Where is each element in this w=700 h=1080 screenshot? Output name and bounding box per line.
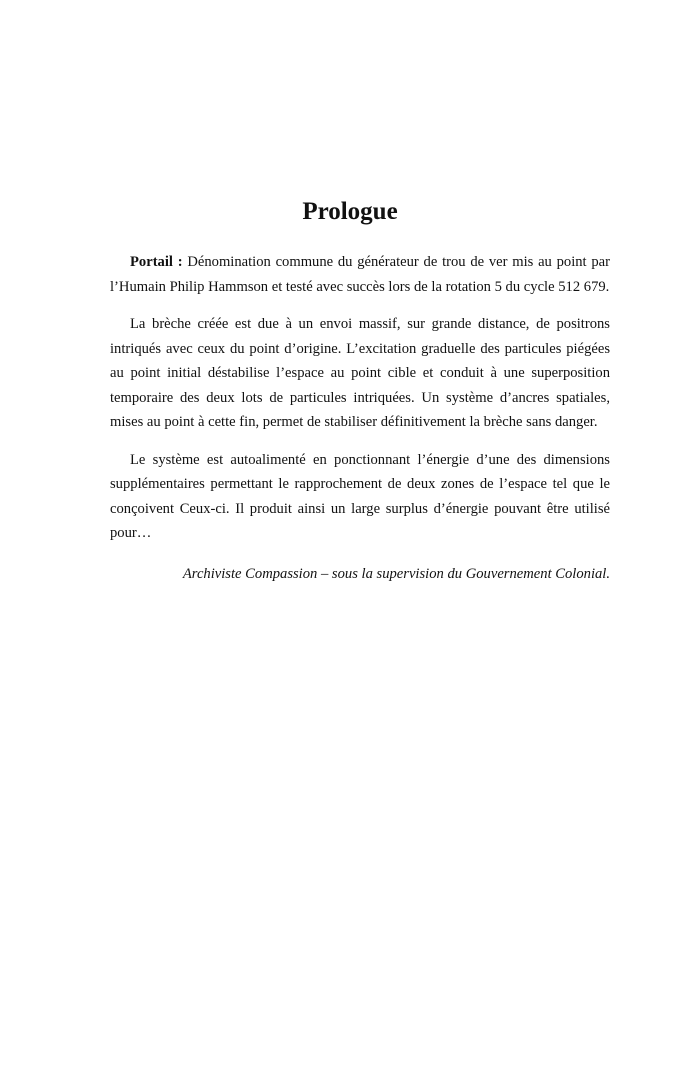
page-title: Prologue [302,198,398,225]
signature: Archiviste Compassion – sous la supervision du Gouvernement Colonial. [182,566,610,582]
paragraph-systeme: Le système est autoalimenté en ponctionnant l’énergie d’une des dimensions supplémentaires permettant le rapprochement de deux zones de l’espace tel que le conçoivent Ceux-ci. Il produit ainsi un large surplus d’énergie pouvant être utilisé pour… [110,451,610,541]
prologue-body [110,250,610,559]
term-portail: Portail : [130,254,183,270]
paragraph-portail-definition [110,250,610,299]
definition-text: Dénomination commune du générateur de trou de ver mis au point par l’Humain Philip Hammson et testé avec succès lors de la rotation 5 du cycle 512 679. [110,254,610,295]
paragraph-breche: La brèche créée est due à un envoi massif, sur grande distance, de positrons intriqués avec ceux du point d’origine. L’excitation graduelle des particules piégées au point initial déstabilise l’espace au point cible et conduit à une superposition temporaire des deux lots de particules intriquées. Un système d’ancres spatiales, mises au point à cette fin, permet de stabiliser définitivement la brèche sans danger. [110,316,610,430]
